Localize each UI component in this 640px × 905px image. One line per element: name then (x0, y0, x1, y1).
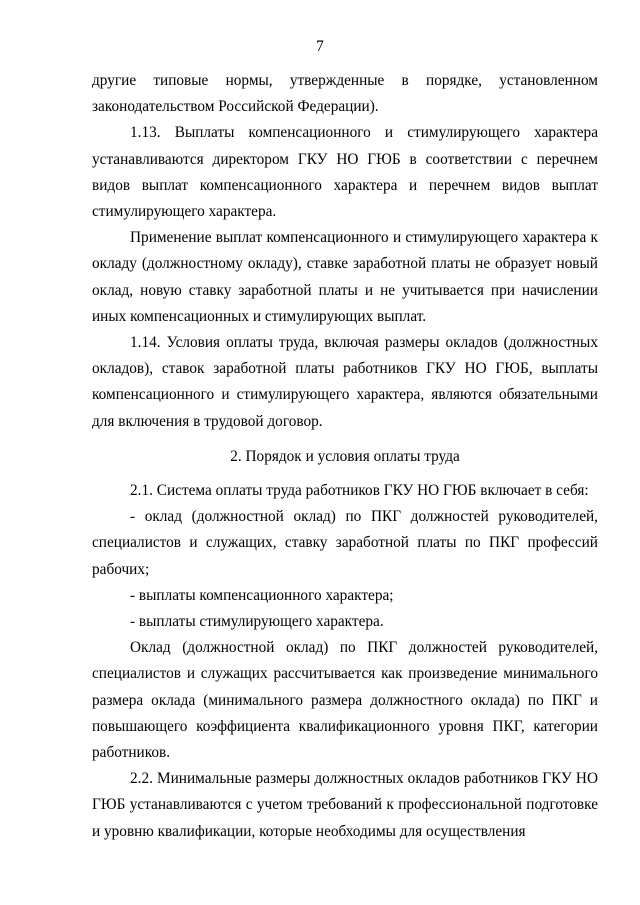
paragraph-application: Применение выплат компенсационного и стимулирующего характера к окладу (должностному окладу), ставке заработной платы не образует новый оклад, новую ставку заработной платы и не учитывается при начислении иных компенсационных и стимулирующих выплат. (92, 229, 598, 325)
document-body (92, 68, 598, 845)
paragraph-2-1: 2.1. Система оплаты труда работников ГКУ НО ГЮБ включает в себя: (130, 482, 589, 500)
paragraph-1-14: 1.14. Условия оплаты труда, включая размеры окладов (должностных окладов), ставок заработной платы работников ГКУ НО ГЮБ, выплаты компенсационного и стимулирующего характера, являются обязательными для включения в трудовой договор. (92, 334, 598, 430)
paragraph-salary-calculation: Оклад (должностной оклад) по ПКГ должностей руководителей, специалистов и служащих рассчитывается как произведение минимального размера оклада (минимального размера должностного оклада) по ПКГ и повышающего коэффициента квалификационного уровня ПКГ, категории работников. (92, 639, 598, 762)
list-item-salary: - оклад (должностной оклад) по ПКГ должностей руководителей, специалистов и служащих, ставку заработной платы по ПКГ профессий рабочих; (92, 508, 598, 578)
paragraph-continuation: другие типовые нормы, утвержденные в порядке, установленном законодательством Российской Федерации). (92, 72, 598, 116)
list-item-compensation: - выплаты компенсационного характера; (130, 586, 394, 604)
section-heading: 2. Порядок и условия оплаты труда (230, 447, 460, 465)
paragraph-1-13: 1.13. Выплаты компенсационного и стимулирующего характера устанавливаются директором ГКУ НО ГЮБ в соответствии с перечнем видов выплат компенсационного характера и перечнем видов выплат стимулирующего характера. (92, 124, 598, 221)
page-number: 7 (316, 38, 324, 55)
paragraph-2-2: 2.2. Минимальные размеры должностных окладов работников ГКУ НО ГЮБ устанавливаются с учетом требований к профессиональной подготовке и уровню квалификации, которые необходимы для осуществления (92, 770, 598, 840)
list-item-incentive: - выплаты стимулирующего характера. (130, 613, 384, 631)
